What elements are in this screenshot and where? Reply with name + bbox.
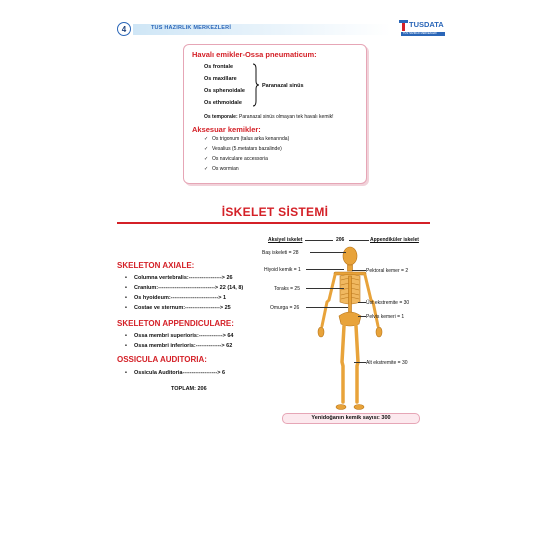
row-value: 6 — [221, 370, 226, 376]
leader-line — [310, 252, 346, 253]
appendiculare-heading: SKELETON APPENDICULARE: — [117, 319, 234, 328]
accessory-label: Os naviculare accessoria — [212, 156, 268, 162]
section-title: İSKELET SİSTEMİ — [221, 205, 329, 219]
bullet-icon: • — [125, 275, 127, 281]
header-title: TUS HAZIRLIK MERKEZLERİ — [151, 25, 232, 31]
leader-line — [349, 240, 369, 241]
row-value: 1 — [223, 295, 227, 301]
appendicular-skeleton-label: Appendiküler iskelet — [370, 237, 419, 243]
bullet-icon: • — [125, 285, 127, 291]
checkmark-icon: ✓ — [204, 156, 209, 162]
accessory-label: Vesalius (5.metatars bazalinde) — [212, 146, 282, 152]
bullet-icon: • — [125, 370, 127, 376]
brace-label: Paranazal sinüs — [262, 83, 304, 89]
bone-item: Os ethmoidale — [204, 100, 242, 106]
row-name: Cranium: — [134, 285, 159, 291]
bullet-icon: • — [125, 343, 127, 349]
row-value: 62 — [226, 343, 233, 349]
list-item — [125, 285, 243, 291]
bullet-icon: • — [125, 295, 127, 301]
pneumatic-bones-box — [183, 44, 367, 184]
list-item — [125, 370, 225, 376]
bone-item: Os frontale — [204, 64, 234, 70]
row-value: 26 — [226, 275, 233, 281]
pelvis-label: Pelvis kemeri = 1 — [366, 314, 405, 320]
row-name: Columna vertebralis: — [134, 275, 189, 281]
brace-icon — [252, 63, 260, 107]
row-arrow: -------------------> — [182, 370, 221, 376]
leader-line — [306, 307, 348, 308]
skull-label: Baş iskeleti = 28 — [262, 250, 299, 256]
bone-item: Os maxillare — [204, 76, 237, 82]
leader-line — [352, 270, 366, 271]
list-item — [125, 295, 226, 301]
tusdata-logo — [399, 18, 449, 40]
row-arrow: -------------------> — [185, 305, 224, 311]
accessory-item — [204, 136, 289, 142]
page-header — [117, 22, 447, 38]
skeleton-diagram — [262, 232, 434, 414]
upper-limb-label: Üst ekstremite = 30 — [366, 300, 410, 306]
temporale-text: Paranazal sinüs olmayan tek havalı kemik! — [237, 114, 334, 120]
row-value: 25 — [224, 305, 231, 311]
logo-text: TUSDATA — [409, 20, 444, 29]
pectoral-label: Pektoral kemer = 2 — [366, 268, 409, 274]
leader-line — [306, 269, 344, 270]
accessory-heading: Aksesuar kemikler: — [192, 125, 261, 134]
list-item — [125, 343, 232, 349]
leader-line — [306, 288, 344, 289]
pneumatic-heading: Havalı emikler-Ossa pneumaticum: — [192, 50, 317, 59]
row-name: Ossa membri inferioris: — [134, 343, 196, 349]
leader-line — [358, 316, 366, 317]
accessory-item — [204, 146, 282, 152]
bullet-icon: • — [125, 333, 127, 339]
list-item — [125, 305, 231, 311]
checkmark-icon: ✓ — [204, 166, 209, 172]
section-divider — [117, 222, 430, 224]
row-name: Ossa membri superioris: — [134, 333, 199, 339]
accessory-label: Os wormian — [212, 166, 239, 172]
row-name: Os hyoideum: — [134, 295, 171, 301]
temporale-label: Os temporale: — [204, 114, 238, 120]
auditoria-heading: OSSICULA AUDITORIA: — [117, 355, 207, 364]
accessory-label: Os trigonum (talus arka kenarında) — [212, 136, 290, 142]
skeleton-total: 206 — [336, 237, 345, 243]
logo-subtext: TUS HAZIRLIK MERKEZLERİ — [403, 31, 437, 35]
list-item — [125, 333, 234, 339]
newborn-bone-count: Yenidoğanın kemik sayısı: 300 — [282, 413, 420, 424]
checkmark-icon: ✓ — [204, 136, 209, 142]
row-arrow: -------------------------------> — [158, 285, 219, 291]
axial-skeleton-label: Aksiyel iskelet — [268, 237, 303, 243]
bone-item: Os sphenoidale — [204, 88, 245, 94]
spine-label: Omurga = 26 — [270, 305, 300, 311]
row-arrow: --------------------------> — [170, 295, 222, 301]
hyoid-label: Hiyoid kemik = 1 — [264, 267, 301, 273]
checkmark-icon: ✓ — [204, 146, 209, 152]
leader-line — [354, 362, 366, 363]
row-name: Ossicula Auditoria — [134, 370, 183, 376]
row-name: Costae ve sternum: — [134, 305, 186, 311]
row-value: 22 (14, 8) — [219, 285, 244, 291]
row-arrow: ------------------> — [188, 275, 225, 281]
bullet-icon: • — [125, 305, 127, 311]
logo-mark-icon — [399, 20, 408, 31]
list-item — [125, 275, 233, 281]
thorax-label: Toraks = 25 — [274, 286, 300, 292]
axiale-heading: SKELETON AXIALE: — [117, 261, 195, 270]
temporale-note — [204, 114, 334, 120]
accessory-item — [204, 156, 268, 162]
row-arrow: -------------> — [198, 333, 226, 339]
accessory-item — [204, 166, 239, 172]
row-value: 64 — [227, 333, 234, 339]
leader-line — [305, 240, 333, 241]
leader-line — [358, 302, 366, 303]
row-arrow: --------------> — [195, 343, 225, 349]
lower-limb-label: Alt ekstremite = 30 — [366, 360, 408, 366]
page-number: 4 — [117, 22, 131, 36]
total-count: TOPLAM: 206 — [171, 386, 207, 392]
